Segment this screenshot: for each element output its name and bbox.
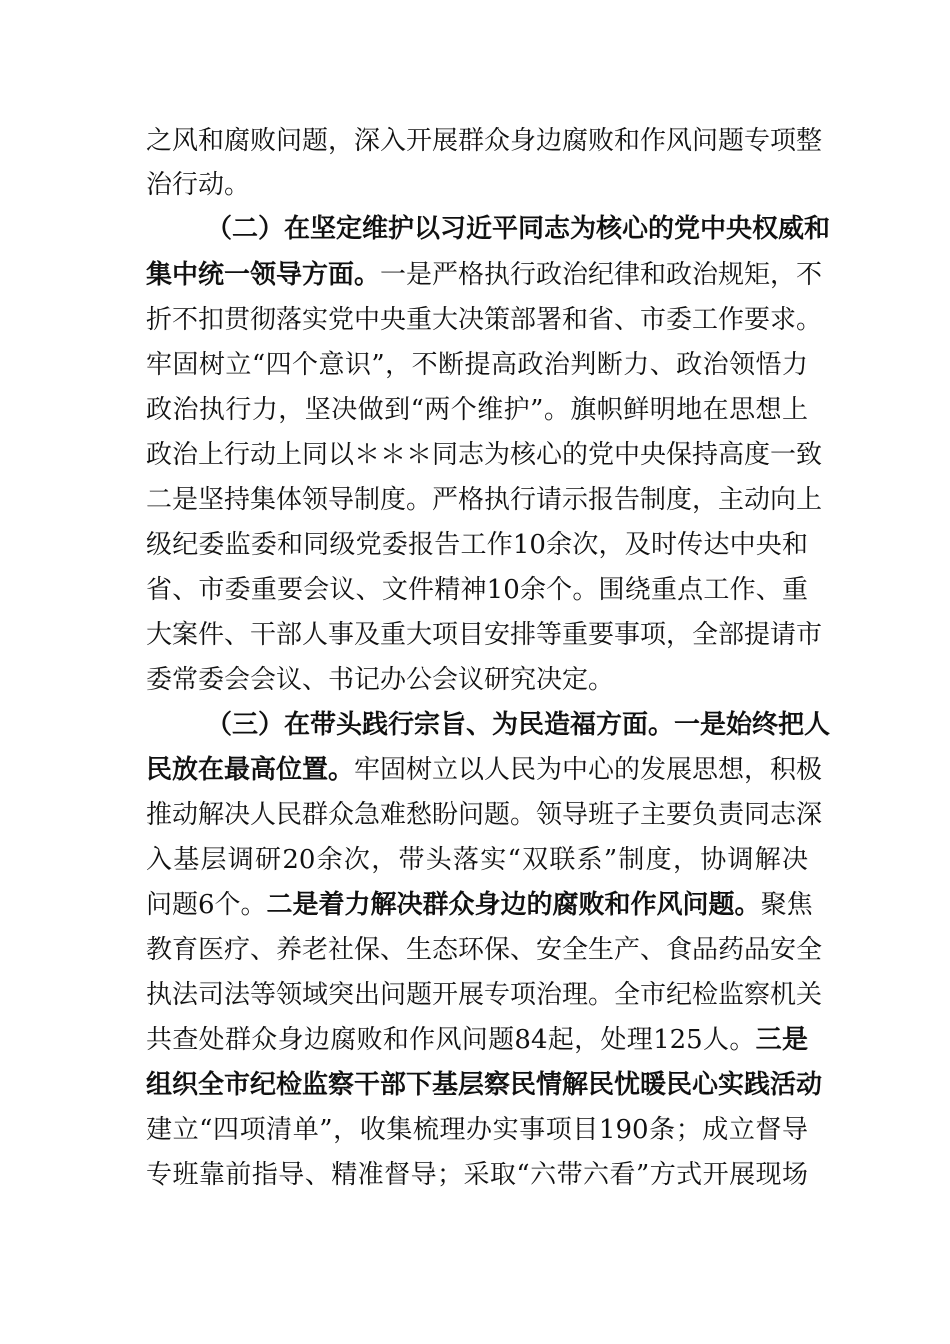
item-heading: 民放在最高位置。 (146, 755, 355, 785)
text-line (146, 522, 808, 568)
text-run: 执法司法等领域突出问题开展专项治理。全市纪检监察机关 (146, 980, 823, 1010)
section-heading-line (206, 206, 831, 252)
text-run: 共查处群众身边腐败和作风问题84起，处理125人。 (146, 1025, 756, 1055)
text-line (146, 162, 808, 208)
section-heading: （二）在坚定维护以习近平同志为核心的党中央权威和 (206, 214, 831, 244)
text-line (146, 747, 823, 793)
text-run: 建立“四项清单”，收集梳理办实事项目190条；成立督导 (146, 1115, 808, 1145)
section-heading: 集中统一领导方面。 (146, 260, 381, 290)
text-line (146, 1017, 808, 1063)
text-run: 专班靠前指导、精准督导；采取“六带六看”方式开展现场 (146, 1160, 808, 1190)
text-line (146, 252, 823, 298)
text-run: 教育医疗、养老社保、生态环保、安全生产、食品药品安全 (146, 935, 823, 965)
text-line (146, 387, 808, 433)
text-line (146, 297, 823, 343)
text-run: 级纪委监委和同级党委报告工作10余次，及时传达中央和 (146, 530, 808, 560)
text-run: 之风和腐败问题，深入开展群众身边腐败和作风问题专项整 (146, 126, 823, 156)
text-run: 一是严格执行政治纪律和政治规矩，不 (380, 260, 823, 290)
item-heading: 组织全市纪检监察干部下基层察民情解民忧暖民心实践活动 (146, 1070, 823, 1100)
text-line (146, 882, 813, 928)
text-run: 委常委会会议、书记办公会议研究决定。 (146, 665, 615, 695)
item-heading: 三是 (755, 1025, 808, 1055)
text-line (146, 342, 808, 388)
text-run: 推动解决人民群众急难愁盼问题。领导班子主要负责同志深 (146, 800, 823, 830)
text-run: 大案件、干部人事及重大项目安排等重要事项，全部提请市 (146, 620, 823, 650)
text-run: 二是坚持集体领导制度。严格执行请示报告制度，主动向上 (146, 485, 823, 515)
text-line (146, 1152, 808, 1198)
section-heading: （三）在带头践行宗旨、为民造福方面。 (206, 710, 675, 740)
text-line (146, 432, 823, 478)
text-line (146, 972, 823, 1018)
text-run: 入基层调研20余次，带头落实“双联系”制度，协调解决 (146, 845, 808, 875)
text-run: 政治上行动上同以＊＊＊同志为核心的党中央保持高度一致 (146, 440, 823, 470)
text-line (146, 567, 808, 613)
text-run: 折不扣贯彻落实党中央重大决策部署和省、市委工作要求。 (146, 305, 823, 335)
text-run: 聚焦 (760, 890, 813, 920)
text-line (146, 927, 823, 973)
text-run: 省、市委重要会议、文件精神10余个。围绕重点工作、重 (146, 575, 808, 605)
item-heading: 一是始终把人 (674, 710, 831, 740)
section-heading-line (206, 702, 831, 748)
text-run: 政治执行力，坚决做到“两个维护”。旗帜鲜明地在思想上 (146, 395, 808, 425)
text-line (146, 1062, 823, 1108)
text-line (146, 657, 808, 703)
text-line (146, 612, 823, 658)
text-line (146, 837, 808, 883)
text-run: 问题6个。 (146, 890, 267, 920)
text-line (146, 477, 823, 523)
text-run: 牢固树立以人民为中心的发展思想，积极 (354, 755, 823, 785)
text-line (146, 118, 823, 164)
text-run: 治行动。 (146, 170, 251, 200)
text-run: 牢固树立“四个意识”，不断提高政治判断力、政治领悟力 (146, 350, 808, 380)
text-line (146, 792, 823, 838)
item-heading: 二是着力解决群众身边的腐败和作风问题。 (266, 890, 761, 920)
text-line (146, 1107, 808, 1153)
